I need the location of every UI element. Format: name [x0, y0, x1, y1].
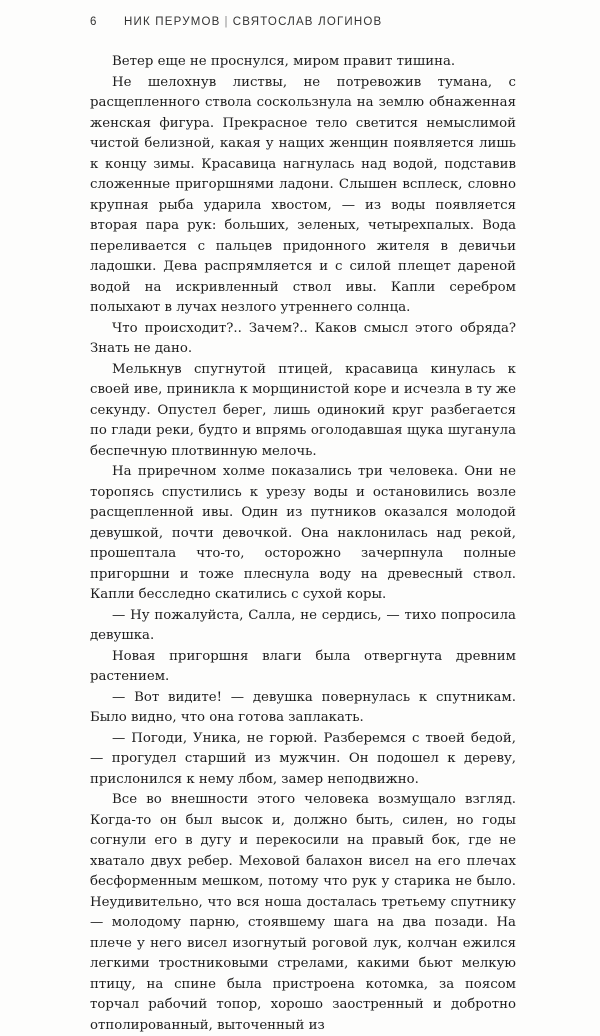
paragraph: Не шелохнув листвы, не потревожив тумана, с расщепленного ствола соскользнула на землю обнаженная женская фигура. Прекрасное тело светится немыслимой чистой белизной, какая у нащих женщин появляется лишь к концу зимы. Красавица нагнулась над водой, подставив сложенные пригоршнями ладони. Слышен всплеск, словно крупная рыба ударила хвостом, — из воды появляется вторая пара рук: больших, зеленых, четырехпалых. Вода переливается с пальцев придонного жителя в девичьи ладошки. Дева распрямляется и с силой плещет дареной водой на искривленный ствол ивы. Капли серебром полыхают в лучах незлого утреннего солнца.	[90, 74, 516, 315]
paragraph: Новая пригоршня влаги была отвергнута древним растением.	[90, 648, 516, 684]
header-separator: |	[224, 16, 229, 28]
page-number: 6	[90, 16, 97, 28]
author-name: НИК ПЕРУМОВ	[124, 16, 221, 28]
paragraph: На приречном холме показались три человека. Они не торопясь спустились к урезу воды и остановились возле расщепленной ивы. Один из путников оказался молодой девушкой, почти девочкой. Она наклонилась над рекой, прошептала что-то, осторожно зачерпнула полные пригоршни и тоже плеснула воду на древесный ствол. Капли бесследно скатились с сухой коры.	[90, 464, 516, 602]
body-text	[90, 52, 516, 1036]
running-header	[90, 16, 520, 28]
paragraph: Что происходит?.. Зачем?.. Каков смысл этого обряда? Знать не дано.	[90, 320, 516, 356]
paragraph: — Погоди, Уника, не горюй. Разберемся с твоей бедой, — прогудел старший из мужчин. Он подошел к дереву, прислонился к нему лбом, замер неподвижно.	[90, 730, 516, 787]
paragraph: Все во внешности этого человека возмущало взгляд. Когда-то он был высок и, должно быть, силен, но годы согнули его в дугу и перекосили на правый бок, где не хватало двух ребер. Меховой балахон висел на его плечах бесформенным мешком, потому что рук у старика не было. Неудивительно, что вся ноша досталась третьему спутнику — молодому парню, стоявшему шага на два позади. На плече у него висел изогнутый роговой лук, колчан ежился легкими тростниковыми стрелами, какими бьют мелкую птицу, на спине была пристроена котомка, за поясом торчал рабочий топор, хорошо заостренный и добротно отполированный, выточенный из	[90, 792, 516, 1033]
paragraph: — Вот видите! — девушка повернулась к спутникам. Было видно, что она готова заплакать.	[90, 689, 516, 725]
paragraph: Мелькнув спугнутой птицей, красавица кинулась к своей иве, приникла к морщинистой коре и исчезла в ту же секунду. Опустел берег, лишь одинокий круг разбегается по глади реки, будто и впрямь оголодавшая щука шуганула беспечную плотвинную мелочь.	[90, 361, 516, 459]
paragraph: — Ну пожалуйста, Салла, не сердись, — тихо попросила девушка.	[90, 607, 516, 643]
coauthor-name: СВЯТОСЛАВ ЛОГИНОВ	[232, 16, 383, 28]
paragraph: Ветер еще не проснулся, миром правит тишина.	[112, 54, 456, 69]
